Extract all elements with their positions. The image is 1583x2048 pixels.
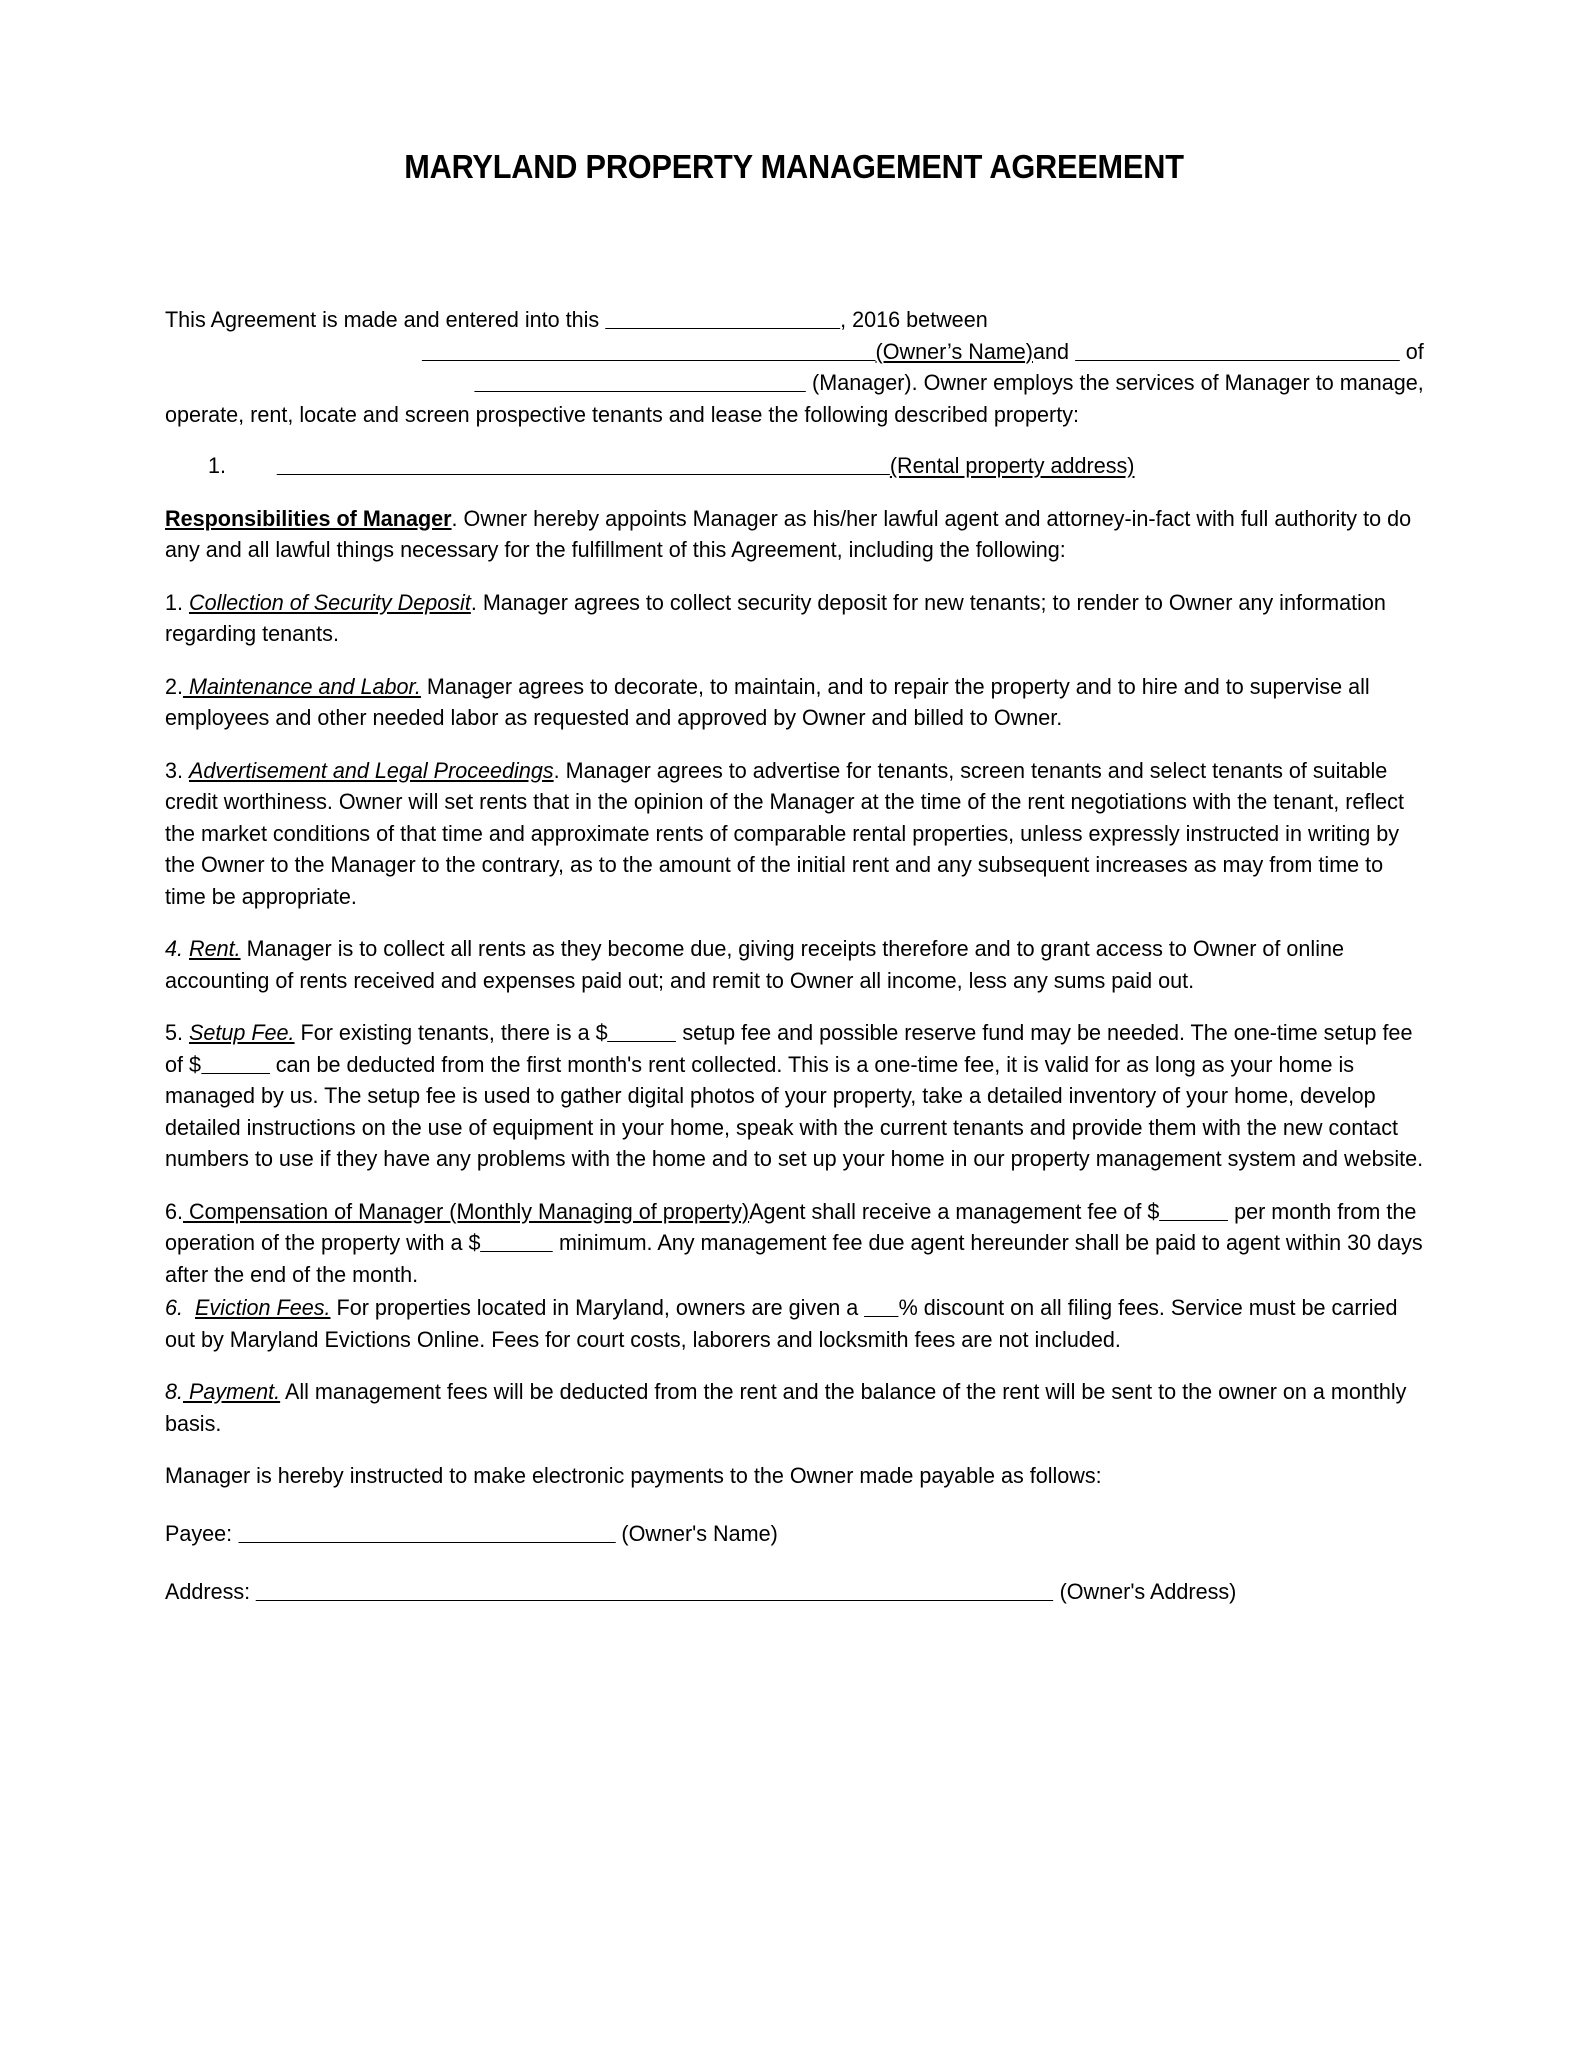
address-label: Address: bbox=[165, 1579, 251, 1604]
section-2-text: Manager agrees to decorate, to maintain, and to repair the property and to hire and to supervise all employees and other needed labor as requested and approved by Owner and billed to Owner. bbox=[165, 673, 1370, 730]
discount-percent-blank[interactable] bbox=[864, 1296, 898, 1317]
payee-label: Payee: bbox=[165, 1520, 233, 1546]
section-5-paragraph bbox=[165, 1017, 1424, 1175]
minimum-fee-blank[interactable] bbox=[480, 1231, 553, 1252]
manager-text: (Manager). Owner employs the services of Manager to manage, bbox=[812, 370, 1424, 395]
section-5-text-3: can be deducted from the first month's rent collected. This is a one-time fee, it is valid for as long as your home is managed by us. The setup fee is used to gather digital photos of your property, take a detailed inventory of your home, develop detailed instructions on the use of equipment in your home, speak with the current tenants and provide them with the new contact numbers to use if they have any problems with the home and to set up your home in our property management system and website. bbox=[165, 1051, 1424, 1171]
intro-text-b: , 2016 between bbox=[840, 307, 988, 332]
section-2-heading: Maintenance and Labor. bbox=[182, 673, 421, 699]
intro-line-3 bbox=[165, 367, 1424, 399]
section-8-heading: Payment. bbox=[182, 1379, 281, 1404]
section-5-heading: Setup Fee. bbox=[188, 1020, 295, 1045]
section-8-paragraph bbox=[165, 1376, 1424, 1439]
payee-note: (Owner's Name) bbox=[621, 1520, 778, 1546]
item-1-number: 1. bbox=[207, 453, 226, 478]
item-1-row bbox=[165, 450, 1424, 482]
section-6b-number: 6. bbox=[165, 1295, 183, 1320]
section-4-number: 4. bbox=[165, 936, 183, 961]
section-6a-text-1: Agent shall receive a management fee of $ bbox=[749, 1198, 1160, 1224]
section-1-text: . Manager agrees to collect security deposit for new tenants; to render to Owner any information regarding tenants. bbox=[165, 589, 1386, 646]
intro-and: and bbox=[1032, 338, 1069, 364]
owner-name-blank[interactable] bbox=[422, 340, 876, 361]
section-6a-heading: Compensation of Manager (Monthly Managing of property) bbox=[182, 1198, 750, 1224]
document-body bbox=[165, 304, 1424, 1608]
section-6a-text-3: minimum. Any management fee due agent hereunder shall be paid to agent within 30 days after the end of the month. bbox=[165, 1230, 1423, 1287]
section-1-number: 1. bbox=[165, 589, 183, 615]
section-8-number: 8. bbox=[165, 1379, 183, 1404]
responsibilities-text: . Owner hereby appoints Manager as his/her lawful agent and attorney-in-fact with full authority to do any and all lawful things necessary for the fulfillment of this Agreement, including the following: bbox=[165, 505, 1412, 562]
section-6b-paragraph bbox=[165, 1292, 1424, 1355]
section-4-paragraph bbox=[165, 933, 1424, 996]
section-6a-text-2: per month from the operation of the property with a $ bbox=[165, 1198, 1417, 1255]
section-2-paragraph bbox=[165, 671, 1424, 734]
section-5-number: 5. bbox=[165, 1020, 183, 1045]
section-4-heading: Rent. bbox=[188, 936, 241, 961]
intro-text-a: This Agreement is made and entered into this bbox=[165, 307, 600, 332]
setup-fee-blank-2[interactable] bbox=[201, 1053, 270, 1074]
manager-name-blank-1[interactable] bbox=[1075, 340, 1400, 361]
section-6a-paragraph bbox=[165, 1196, 1424, 1291]
responsibilities-heading: Responsibilities of Manager bbox=[165, 505, 452, 531]
section-3-heading: Advertisement and Legal Proceedings bbox=[188, 757, 554, 783]
section-5-text-1: For existing tenants, there is a $ bbox=[294, 1020, 608, 1045]
rental-address-label: (Rental property address) bbox=[889, 453, 1135, 478]
section-4-text: Manager is to collect all rents as they become due, giving receipts therefore and to grant access to Owner of online accounting of rents received and expenses paid out; and remit to Owner all income, less any sums paid out. bbox=[165, 936, 1345, 993]
responsibilities-paragraph bbox=[165, 503, 1424, 566]
section-1-heading: Collection of Security Deposit bbox=[188, 589, 471, 615]
manager-name-blank-2[interactable] bbox=[475, 371, 806, 392]
section-3-text: . Manager agrees to advertise for tenants, screen tenants and select tenants of suitable credit worthiness. Owner will set rents that in the opinion of the Manager at the time of the rent negotiations with the tenant, reflect the market conditions of that time and approximate rents of comparable rental properties, unless expressly instructed in writing by the Owner to the Manager to the contrary, as to the amount of the initial rent and any subsequent increases as may from time to time be appropriate. bbox=[165, 757, 1404, 909]
setup-fee-blank-1[interactable] bbox=[608, 1021, 677, 1042]
payment-instruction: Manager is hereby instructed to make electronic payments to the Owner made payable as follows: bbox=[165, 1463, 1102, 1488]
intro-line-4: operate, rent, locate and screen prospective tenants and lease the following described property: bbox=[165, 401, 1079, 427]
section-3-number: 3. bbox=[165, 757, 183, 783]
section-6b-text-2: % discount on all filing fees. Service must be carried out by Maryland Evictions Online. Fees for court costs, laborers and locksmith fees are not included. bbox=[165, 1295, 1398, 1352]
document-content bbox=[165, 0, 1423, 1608]
address-row bbox=[165, 1576, 1424, 1608]
section-5-text-2: setup fee and possible reserve fund may be needed. The one-time setup fee of $ bbox=[165, 1020, 1413, 1077]
section-6b-text-1: For properties located in Maryland, owners are given a bbox=[330, 1295, 865, 1320]
address-blank[interactable] bbox=[256, 1580, 1053, 1601]
payee-row bbox=[165, 1518, 1424, 1550]
section-8-text: All management fees will be deducted from the rent and the balance of the rent will be sent to the owner on a monthly basis. bbox=[165, 1379, 1407, 1436]
payee-blank[interactable] bbox=[238, 1522, 615, 1543]
page-title: MARYLAND PROPERTY MANAGEMENT AGREEMENT bbox=[404, 148, 1184, 185]
address-note: (Owner's Address) bbox=[1059, 1579, 1237, 1604]
management-fee-blank[interactable] bbox=[1159, 1200, 1228, 1221]
rental-address-blank[interactable] bbox=[277, 454, 890, 475]
section-3-paragraph bbox=[165, 755, 1424, 913]
intro-line-1 bbox=[165, 304, 1424, 336]
intro-line-2: (Owner’s Name)and of bbox=[165, 336, 1424, 368]
owner-name-label: (Owner’s Name) bbox=[875, 338, 1033, 364]
date-blank[interactable] bbox=[605, 308, 840, 329]
section-6a-number: 6. bbox=[165, 1198, 183, 1224]
section-2-number: 2. bbox=[165, 673, 183, 699]
section-6b-heading: Eviction Fees. bbox=[194, 1295, 331, 1320]
section-1-paragraph bbox=[165, 587, 1424, 650]
